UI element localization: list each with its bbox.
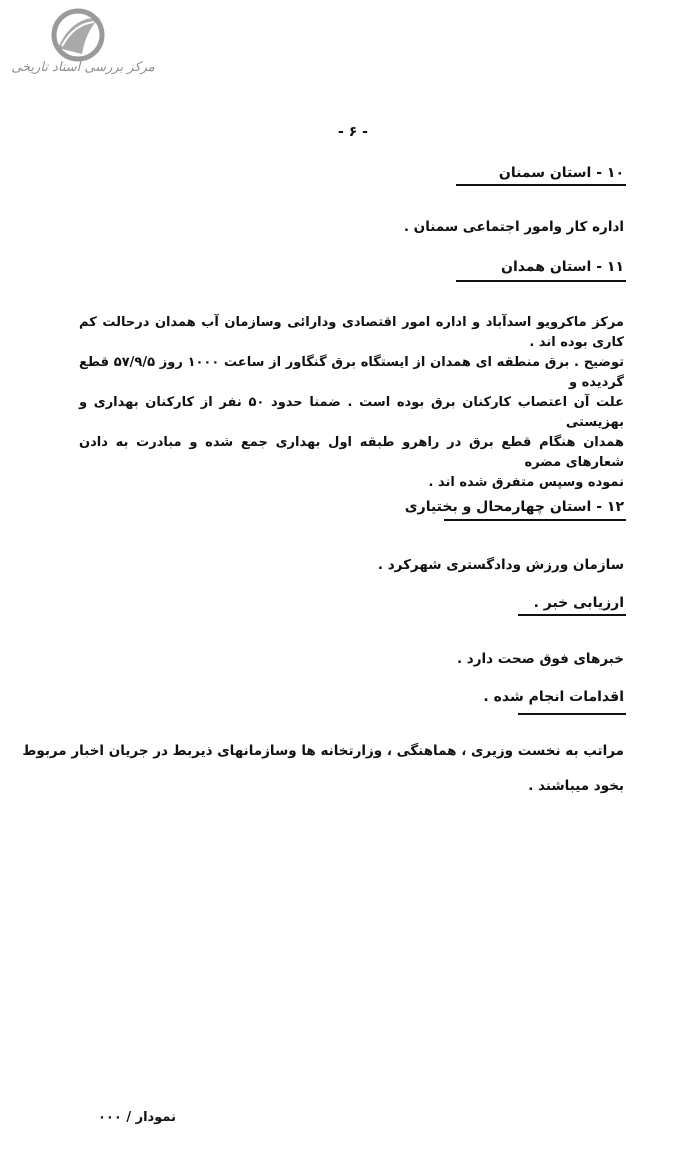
hamedan-line: مرکز ماکرویو اسدآباد و اداره امور اقتصادی ودارائی وسازمان آب همدان درحالت کم کاری بوده اند . [79,315,624,350]
hamedan-line: همدان هنگام قطع برق در راهرو طبقه اول بهداری جمع شده و مبادرت به دادن شعارهای مضره [79,435,624,470]
heading-chaharmahal-underline [444,519,626,521]
heading-hamedan: ۱۱ - استان همدان [501,259,624,275]
heading-evaluation-underline [518,614,626,616]
actions-line: بخود میباشند . [528,778,624,794]
archive-logo-text: مرکز بررسی اسناد تاریخی [11,60,155,75]
heading-evaluation: ارزیابی خبر . [533,595,624,611]
heading-hamedan-underline [456,280,626,282]
hamedan-line: توضیح . برق منطقه ای همدان از ایستگاه برق گنگاور از ساعت ۱۰۰۰ روز ۵۷/۹/۵ قطع گردیده و [79,355,624,390]
heading-semnan-underline [456,184,626,186]
hamedan-line: نموده وسپس متفرق شده اند . [428,475,624,490]
heading-chaharmahal: ۱۲ - استان چهارمحال و بختیاری [404,499,624,515]
chaharmahal-body: سازمان ورزش ودادگستری شهرکرد . [377,557,624,573]
heading-actions-underline [518,713,626,715]
evaluation-body: خبرهای فوق صحت دارد . [456,651,624,667]
page-number: - ۶ - [338,124,368,140]
heading-semnan: ۱۰ - استان سمنان [498,165,624,181]
hamedan-line: علت آن اعتصاب کارکنان برق بوده است . ضمنا حدود ۵۰ نفر از کارکنان بهداری و بهزیستی [79,395,624,430]
actions-line: مراتب به نخست وزیری ، هماهنگی ، وزارتخانه ها وسازمانهای ذیربط در جریان اخبار مربوط [22,743,624,759]
heading-actions: اقدامات انجام شده . [483,689,624,705]
semnan-body: اداره کار وامور اجتماعی سمنان . [403,219,624,235]
hamedan-paragraph [79,313,624,513]
footer-diagram-ref: نمودار / ۰۰۰ [98,1110,176,1125]
